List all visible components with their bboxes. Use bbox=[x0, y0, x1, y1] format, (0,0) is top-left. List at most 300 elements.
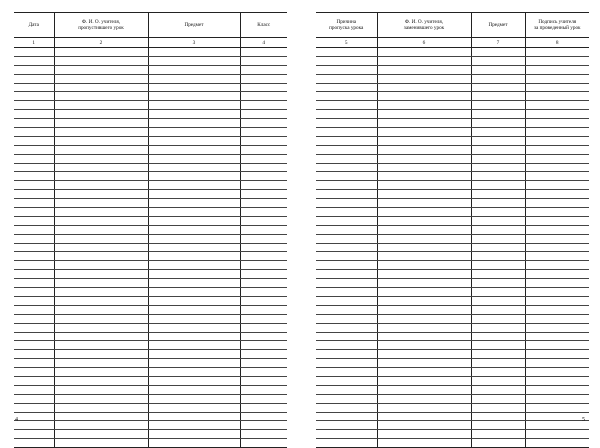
table-cell[interactable] bbox=[14, 136, 54, 145]
table-row[interactable] bbox=[14, 270, 287, 279]
table-cell[interactable] bbox=[471, 368, 525, 377]
table-cell[interactable] bbox=[316, 119, 377, 128]
table-cell[interactable] bbox=[54, 305, 148, 314]
table-cell[interactable] bbox=[377, 430, 471, 439]
table-cell[interactable] bbox=[14, 332, 54, 341]
table-row[interactable] bbox=[14, 101, 287, 110]
table-cell[interactable] bbox=[316, 145, 377, 154]
table-cell[interactable] bbox=[54, 208, 148, 217]
table-cell[interactable] bbox=[14, 305, 54, 314]
table-cell[interactable] bbox=[471, 172, 525, 181]
table-cell[interactable] bbox=[525, 288, 589, 297]
table-cell[interactable] bbox=[316, 279, 377, 288]
table-row[interactable] bbox=[14, 190, 287, 199]
table-cell[interactable] bbox=[525, 439, 589, 448]
table-row[interactable] bbox=[316, 341, 589, 350]
table-cell[interactable] bbox=[240, 288, 287, 297]
table-cell[interactable] bbox=[471, 252, 525, 261]
table-row[interactable] bbox=[14, 136, 287, 145]
table-cell[interactable] bbox=[148, 243, 240, 252]
table-cell[interactable] bbox=[14, 296, 54, 305]
table-cell[interactable] bbox=[148, 92, 240, 101]
table-row[interactable] bbox=[316, 110, 589, 119]
table-cell[interactable] bbox=[14, 261, 54, 270]
table-cell[interactable] bbox=[377, 101, 471, 110]
table-cell[interactable] bbox=[471, 270, 525, 279]
table-cell[interactable] bbox=[316, 412, 377, 421]
table-cell[interactable] bbox=[471, 376, 525, 385]
table-cell[interactable] bbox=[54, 332, 148, 341]
table-cell[interactable] bbox=[14, 359, 54, 368]
table-cell[interactable] bbox=[54, 92, 148, 101]
table-cell[interactable] bbox=[54, 394, 148, 403]
table-cell[interactable] bbox=[14, 172, 54, 181]
table-cell[interactable] bbox=[148, 119, 240, 128]
table-row[interactable] bbox=[14, 359, 287, 368]
table-cell[interactable] bbox=[54, 261, 148, 270]
table-cell[interactable] bbox=[14, 243, 54, 252]
table-cell[interactable] bbox=[471, 359, 525, 368]
table-cell[interactable] bbox=[148, 323, 240, 332]
table-cell[interactable] bbox=[525, 243, 589, 252]
table-cell[interactable] bbox=[471, 394, 525, 403]
table-cell[interactable] bbox=[148, 430, 240, 439]
table-cell[interactable] bbox=[377, 439, 471, 448]
table-row[interactable] bbox=[316, 145, 589, 154]
table-cell[interactable] bbox=[148, 154, 240, 163]
table-row[interactable] bbox=[316, 48, 589, 57]
table-cell[interactable] bbox=[316, 199, 377, 208]
table-cell[interactable] bbox=[471, 412, 525, 421]
table-row[interactable] bbox=[14, 350, 287, 359]
table-cell[interactable] bbox=[525, 234, 589, 243]
table-cell[interactable] bbox=[240, 145, 287, 154]
table-cell[interactable] bbox=[240, 341, 287, 350]
table-cell[interactable] bbox=[54, 252, 148, 261]
table-cell[interactable] bbox=[377, 252, 471, 261]
table-cell[interactable] bbox=[54, 323, 148, 332]
table-cell[interactable] bbox=[148, 74, 240, 83]
table-row[interactable] bbox=[316, 243, 589, 252]
table-cell[interactable] bbox=[377, 341, 471, 350]
table-cell[interactable] bbox=[471, 385, 525, 394]
table-cell[interactable] bbox=[240, 208, 287, 217]
table-cell[interactable] bbox=[316, 359, 377, 368]
table-cell[interactable] bbox=[525, 350, 589, 359]
table-cell[interactable] bbox=[54, 101, 148, 110]
table-cell[interactable] bbox=[240, 279, 287, 288]
table-cell[interactable] bbox=[240, 225, 287, 234]
table-cell[interactable] bbox=[316, 216, 377, 225]
table-cell[interactable] bbox=[14, 385, 54, 394]
table-cell[interactable] bbox=[14, 83, 54, 92]
table-row[interactable] bbox=[316, 376, 589, 385]
table-row[interactable] bbox=[14, 243, 287, 252]
table-row[interactable] bbox=[316, 368, 589, 377]
table-cell[interactable] bbox=[148, 199, 240, 208]
table-row[interactable] bbox=[316, 101, 589, 110]
table-row[interactable] bbox=[316, 430, 589, 439]
table-cell[interactable] bbox=[14, 199, 54, 208]
table-cell[interactable] bbox=[377, 394, 471, 403]
table-cell[interactable] bbox=[471, 341, 525, 350]
table-cell[interactable] bbox=[148, 394, 240, 403]
table-cell[interactable] bbox=[525, 323, 589, 332]
table-cell[interactable] bbox=[14, 145, 54, 154]
table-cell[interactable] bbox=[525, 119, 589, 128]
table-cell[interactable] bbox=[377, 350, 471, 359]
table-cell[interactable] bbox=[316, 376, 377, 385]
table-cell[interactable] bbox=[54, 403, 148, 412]
table-cell[interactable] bbox=[377, 163, 471, 172]
table-cell[interactable] bbox=[14, 234, 54, 243]
table-cell[interactable] bbox=[316, 439, 377, 448]
table-row[interactable] bbox=[14, 439, 287, 448]
table-cell[interactable] bbox=[471, 154, 525, 163]
table-row[interactable] bbox=[14, 341, 287, 350]
table-cell[interactable] bbox=[471, 56, 525, 65]
table-row[interactable] bbox=[14, 92, 287, 101]
table-cell[interactable] bbox=[54, 243, 148, 252]
table-cell[interactable] bbox=[377, 270, 471, 279]
table-row[interactable] bbox=[14, 163, 287, 172]
table-row[interactable] bbox=[316, 439, 589, 448]
table-cell[interactable] bbox=[471, 288, 525, 297]
table-cell[interactable] bbox=[525, 341, 589, 350]
table-cell[interactable] bbox=[525, 261, 589, 270]
table-cell[interactable] bbox=[14, 350, 54, 359]
table-cell[interactable] bbox=[377, 314, 471, 323]
table-cell[interactable] bbox=[377, 305, 471, 314]
table-cell[interactable] bbox=[54, 154, 148, 163]
table-cell[interactable] bbox=[471, 403, 525, 412]
table-cell[interactable] bbox=[54, 65, 148, 74]
table-cell[interactable] bbox=[377, 110, 471, 119]
table-cell[interactable] bbox=[54, 128, 148, 137]
table-cell[interactable] bbox=[148, 270, 240, 279]
table-cell[interactable] bbox=[240, 403, 287, 412]
table-cell[interactable] bbox=[316, 243, 377, 252]
table-cell[interactable] bbox=[148, 385, 240, 394]
table-cell[interactable] bbox=[316, 208, 377, 217]
table-row[interactable] bbox=[316, 261, 589, 270]
table-cell[interactable] bbox=[240, 234, 287, 243]
table-cell[interactable] bbox=[148, 234, 240, 243]
table-cell[interactable] bbox=[148, 350, 240, 359]
table-cell[interactable] bbox=[316, 83, 377, 92]
table-cell[interactable] bbox=[471, 136, 525, 145]
table-row[interactable] bbox=[14, 296, 287, 305]
table-cell[interactable] bbox=[54, 341, 148, 350]
table-cell[interactable] bbox=[240, 48, 287, 57]
table-cell[interactable] bbox=[471, 74, 525, 83]
table-cell[interactable] bbox=[148, 101, 240, 110]
table-cell[interactable] bbox=[14, 48, 54, 57]
table-cell[interactable] bbox=[316, 368, 377, 377]
table-cell[interactable] bbox=[148, 225, 240, 234]
table-cell[interactable] bbox=[316, 430, 377, 439]
table-cell[interactable] bbox=[525, 252, 589, 261]
table-cell[interactable] bbox=[54, 296, 148, 305]
table-cell[interactable] bbox=[525, 181, 589, 190]
table-cell[interactable] bbox=[471, 48, 525, 57]
table-cell[interactable] bbox=[54, 288, 148, 297]
table-cell[interactable] bbox=[316, 172, 377, 181]
table-row[interactable] bbox=[316, 234, 589, 243]
table-cell[interactable] bbox=[240, 190, 287, 199]
table-cell[interactable] bbox=[240, 305, 287, 314]
table-cell[interactable] bbox=[316, 181, 377, 190]
table-cell[interactable] bbox=[14, 56, 54, 65]
table-cell[interactable] bbox=[471, 128, 525, 137]
table-cell[interactable] bbox=[14, 128, 54, 137]
table-cell[interactable] bbox=[377, 216, 471, 225]
table-cell[interactable] bbox=[240, 430, 287, 439]
table-row[interactable] bbox=[316, 350, 589, 359]
table-cell[interactable] bbox=[471, 110, 525, 119]
table-row[interactable] bbox=[316, 252, 589, 261]
table-cell[interactable] bbox=[377, 208, 471, 217]
table-row[interactable] bbox=[14, 83, 287, 92]
table-cell[interactable] bbox=[525, 314, 589, 323]
table-cell[interactable] bbox=[54, 385, 148, 394]
table-row[interactable] bbox=[14, 110, 287, 119]
table-cell[interactable] bbox=[377, 172, 471, 181]
table-cell[interactable] bbox=[54, 350, 148, 359]
table-cell[interactable] bbox=[148, 314, 240, 323]
table-row[interactable] bbox=[316, 199, 589, 208]
table-cell[interactable] bbox=[377, 136, 471, 145]
table-cell[interactable] bbox=[240, 350, 287, 359]
table-row[interactable] bbox=[316, 314, 589, 323]
table-cell[interactable] bbox=[471, 225, 525, 234]
table-cell[interactable] bbox=[240, 270, 287, 279]
table-cell[interactable] bbox=[525, 172, 589, 181]
table-cell[interactable] bbox=[14, 288, 54, 297]
table-cell[interactable] bbox=[525, 48, 589, 57]
table-cell[interactable] bbox=[316, 350, 377, 359]
table-cell[interactable] bbox=[240, 376, 287, 385]
table-cell[interactable] bbox=[14, 208, 54, 217]
table-cell[interactable] bbox=[316, 234, 377, 243]
table-cell[interactable] bbox=[54, 421, 148, 430]
table-cell[interactable] bbox=[14, 368, 54, 377]
table-cell[interactable] bbox=[14, 92, 54, 101]
table-row[interactable] bbox=[14, 234, 287, 243]
table-row[interactable] bbox=[14, 181, 287, 190]
table-cell[interactable] bbox=[471, 208, 525, 217]
table-cell[interactable] bbox=[14, 376, 54, 385]
table-cell[interactable] bbox=[316, 154, 377, 163]
table-cell[interactable] bbox=[54, 376, 148, 385]
table-cell[interactable] bbox=[471, 199, 525, 208]
table-cell[interactable] bbox=[148, 261, 240, 270]
table-cell[interactable] bbox=[240, 252, 287, 261]
table-cell[interactable] bbox=[471, 261, 525, 270]
table-row[interactable] bbox=[14, 368, 287, 377]
table-cell[interactable] bbox=[14, 163, 54, 172]
table-cell[interactable] bbox=[471, 279, 525, 288]
table-cell[interactable] bbox=[525, 296, 589, 305]
table-cell[interactable] bbox=[240, 323, 287, 332]
table-cell[interactable] bbox=[148, 296, 240, 305]
table-cell[interactable] bbox=[377, 83, 471, 92]
table-cell[interactable] bbox=[54, 199, 148, 208]
table-cell[interactable] bbox=[14, 270, 54, 279]
table-cell[interactable] bbox=[148, 376, 240, 385]
table-cell[interactable] bbox=[240, 83, 287, 92]
table-cell[interactable] bbox=[148, 181, 240, 190]
table-cell[interactable] bbox=[377, 199, 471, 208]
table-cell[interactable] bbox=[148, 332, 240, 341]
table-cell[interactable] bbox=[148, 368, 240, 377]
table-cell[interactable] bbox=[240, 359, 287, 368]
table-cell[interactable] bbox=[54, 216, 148, 225]
table-cell[interactable] bbox=[316, 74, 377, 83]
table-cell[interactable] bbox=[148, 48, 240, 57]
table-row[interactable] bbox=[14, 65, 287, 74]
table-cell[interactable] bbox=[14, 412, 54, 421]
table-cell[interactable] bbox=[525, 110, 589, 119]
table-cell[interactable] bbox=[240, 101, 287, 110]
table-cell[interactable] bbox=[54, 145, 148, 154]
table-cell[interactable] bbox=[525, 216, 589, 225]
table-row[interactable] bbox=[14, 48, 287, 57]
table-row[interactable] bbox=[14, 208, 287, 217]
table-cell[interactable] bbox=[316, 385, 377, 394]
table-row[interactable] bbox=[14, 430, 287, 439]
table-cell[interactable] bbox=[240, 314, 287, 323]
table-cell[interactable] bbox=[240, 368, 287, 377]
table-cell[interactable] bbox=[525, 101, 589, 110]
table-cell[interactable] bbox=[525, 145, 589, 154]
table-cell[interactable] bbox=[14, 216, 54, 225]
table-cell[interactable] bbox=[14, 314, 54, 323]
table-cell[interactable] bbox=[54, 439, 148, 448]
table-cell[interactable] bbox=[148, 305, 240, 314]
table-row[interactable] bbox=[14, 314, 287, 323]
table-cell[interactable] bbox=[54, 136, 148, 145]
table-cell[interactable] bbox=[377, 376, 471, 385]
table-cell[interactable] bbox=[14, 252, 54, 261]
table-cell[interactable] bbox=[240, 181, 287, 190]
table-cell[interactable] bbox=[14, 279, 54, 288]
table-cell[interactable] bbox=[240, 110, 287, 119]
table-cell[interactable] bbox=[54, 225, 148, 234]
table-row[interactable] bbox=[316, 225, 589, 234]
table-cell[interactable] bbox=[525, 190, 589, 199]
table-row[interactable] bbox=[316, 154, 589, 163]
table-row[interactable] bbox=[316, 296, 589, 305]
table-row[interactable] bbox=[316, 208, 589, 217]
table-cell[interactable] bbox=[316, 421, 377, 430]
table-cell[interactable] bbox=[240, 119, 287, 128]
table-cell[interactable] bbox=[240, 163, 287, 172]
table-row[interactable] bbox=[316, 332, 589, 341]
table-cell[interactable] bbox=[148, 279, 240, 288]
table-cell[interactable] bbox=[14, 341, 54, 350]
table-cell[interactable] bbox=[525, 376, 589, 385]
table-cell[interactable] bbox=[240, 261, 287, 270]
table-row[interactable] bbox=[316, 119, 589, 128]
table-cell[interactable] bbox=[316, 323, 377, 332]
table-cell[interactable] bbox=[471, 350, 525, 359]
table-cell[interactable] bbox=[240, 439, 287, 448]
table-cell[interactable] bbox=[377, 359, 471, 368]
table-cell[interactable] bbox=[471, 430, 525, 439]
table-cell[interactable] bbox=[148, 439, 240, 448]
table-row[interactable] bbox=[14, 421, 287, 430]
table-cell[interactable] bbox=[240, 332, 287, 341]
table-cell[interactable] bbox=[525, 305, 589, 314]
table-cell[interactable] bbox=[525, 412, 589, 421]
table-cell[interactable] bbox=[148, 421, 240, 430]
table-row[interactable] bbox=[14, 305, 287, 314]
table-cell[interactable] bbox=[14, 110, 54, 119]
table-cell[interactable] bbox=[14, 154, 54, 163]
table-cell[interactable] bbox=[377, 128, 471, 137]
table-cell[interactable] bbox=[525, 385, 589, 394]
table-cell[interactable] bbox=[525, 270, 589, 279]
table-cell[interactable] bbox=[471, 101, 525, 110]
table-row[interactable] bbox=[316, 305, 589, 314]
table-row[interactable] bbox=[14, 394, 287, 403]
table-cell[interactable] bbox=[525, 368, 589, 377]
table-cell[interactable] bbox=[525, 208, 589, 217]
table-cell[interactable] bbox=[148, 359, 240, 368]
table-cell[interactable] bbox=[377, 145, 471, 154]
table-cell[interactable] bbox=[377, 92, 471, 101]
table-cell[interactable] bbox=[316, 110, 377, 119]
table-row[interactable] bbox=[316, 181, 589, 190]
table-cell[interactable] bbox=[316, 394, 377, 403]
table-cell[interactable] bbox=[148, 136, 240, 145]
table-cell[interactable] bbox=[240, 412, 287, 421]
table-cell[interactable] bbox=[377, 154, 471, 163]
table-cell[interactable] bbox=[525, 83, 589, 92]
table-cell[interactable] bbox=[377, 56, 471, 65]
table-cell[interactable] bbox=[14, 225, 54, 234]
table-row[interactable] bbox=[316, 74, 589, 83]
table-cell[interactable] bbox=[377, 279, 471, 288]
table-cell[interactable] bbox=[148, 403, 240, 412]
table-cell[interactable] bbox=[316, 314, 377, 323]
table-cell[interactable] bbox=[316, 56, 377, 65]
table-cell[interactable] bbox=[377, 403, 471, 412]
table-row[interactable] bbox=[14, 252, 287, 261]
table-cell[interactable] bbox=[377, 385, 471, 394]
table-cell[interactable] bbox=[54, 234, 148, 243]
table-row[interactable] bbox=[316, 163, 589, 172]
table-cell[interactable] bbox=[525, 359, 589, 368]
table-cell[interactable] bbox=[525, 163, 589, 172]
table-cell[interactable] bbox=[316, 296, 377, 305]
table-row[interactable] bbox=[316, 412, 589, 421]
table-cell[interactable] bbox=[54, 172, 148, 181]
table-cell[interactable] bbox=[14, 190, 54, 199]
table-row[interactable] bbox=[14, 385, 287, 394]
table-cell[interactable] bbox=[377, 323, 471, 332]
table-cell[interactable] bbox=[316, 270, 377, 279]
table-row[interactable] bbox=[316, 128, 589, 137]
table-cell[interactable] bbox=[240, 92, 287, 101]
table-cell[interactable] bbox=[240, 74, 287, 83]
table-cell[interactable] bbox=[54, 110, 148, 119]
table-row[interactable] bbox=[14, 225, 287, 234]
table-row[interactable] bbox=[316, 216, 589, 225]
table-cell[interactable] bbox=[240, 65, 287, 74]
table-cell[interactable] bbox=[240, 154, 287, 163]
